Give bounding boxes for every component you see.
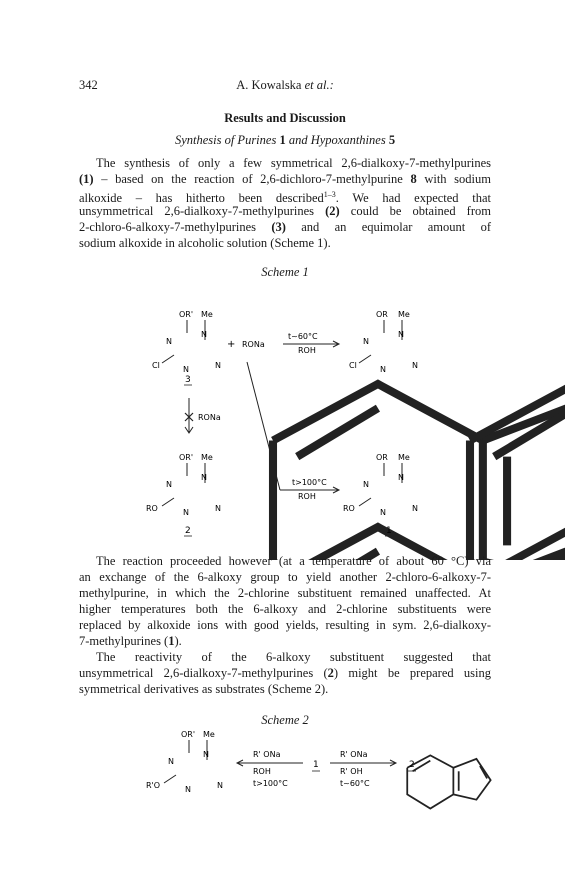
- compound-3-structure: [152, 310, 565, 560]
- atom-n: N: [215, 361, 221, 370]
- subsection-text-1: Synthesis of Purines: [174, 133, 280, 147]
- text-run: and an equimolar amount of: [285, 220, 491, 234]
- left-reagent: R' ONa: [253, 750, 281, 759]
- running-head-author: A. Kowalska: [236, 78, 302, 92]
- text-run: ) might be prepared using: [333, 666, 491, 680]
- atom-n: N: [166, 337, 172, 346]
- compound-3-label: 3: [185, 375, 191, 385]
- atom-n: N: [412, 504, 418, 513]
- substituent-me: Me: [398, 453, 410, 462]
- subsection-text-2: and Hypoxanthines: [285, 133, 389, 147]
- atom-n: N: [203, 750, 209, 759]
- paragraph-line: [79, 665, 491, 681]
- reagent-rona: RONa: [242, 340, 265, 349]
- paragraph-line: symmetrical derivatives as substrates (Scheme 2).: [79, 682, 329, 696]
- subsection-num-1: 1: [279, 133, 286, 147]
- compound-1-label: 1: [386, 526, 392, 536]
- paragraph-line: higher temperatures both the 6-alkoxy and 2-chlorine substituents were: [79, 602, 491, 616]
- atom-n: N: [380, 508, 386, 517]
- paragraph-2: [79, 553, 491, 649]
- compound-1-structure: [343, 453, 565, 560]
- scheme-2-cmpd-2: 2: [409, 760, 415, 770]
- subsection-num-2: 5: [388, 133, 396, 147]
- substituent-or-prime: OR': [181, 730, 196, 739]
- atom-n: N: [183, 365, 189, 374]
- text-run: with sodium: [416, 172, 491, 186]
- paragraph-line: an exchange of the 6-alkoxy group to yield another 2-chloro-6-alkoxy-7-: [79, 570, 491, 584]
- plus-sign: +: [227, 339, 236, 350]
- condition-low-temp: t~60°C: [288, 332, 318, 341]
- atom-n: N: [185, 785, 191, 794]
- text-run: – based on the reaction of 2,6-dichloro-7-methylpurine: [93, 172, 411, 186]
- paragraph-line: The synthesis of only a few symmetrical 2,6-dialkoxy-7-methylpurines: [96, 156, 491, 170]
- substituent-or-prime: OR': [179, 453, 194, 462]
- compound-2-label: 2: [185, 526, 191, 536]
- substituent-me: Me: [201, 453, 213, 462]
- text-run: 2-chloro-6-alkoxy-7-methylpurines: [79, 220, 272, 234]
- atom-n: N: [363, 480, 369, 489]
- text-run: unsymmetrical 2,6-dialkoxy-7-methylpurines: [79, 204, 326, 218]
- text-run: could be obtained from: [339, 204, 491, 218]
- citation-superscript: 1–3: [323, 190, 336, 199]
- atom-n: N: [183, 508, 189, 517]
- purine-ring: [407, 755, 490, 808]
- text-run: unsymmetrical 2,6-dialkoxy-7-methylpurines (: [79, 666, 328, 680]
- right-solvent: R' OH: [340, 767, 363, 776]
- paragraph-line: The reactivity of the 6-alkoxy substituent suggested that: [96, 650, 491, 664]
- substituent-or-prime: OR': [179, 310, 194, 319]
- paragraph-line: The reaction proceeded however (at a temperature of about 60 °C) via: [96, 554, 491, 568]
- left-solvent: ROH: [253, 767, 271, 776]
- running-head-suffix: et al.:: [304, 78, 334, 92]
- paragraph-line: replaced by alkoxide ions with good yields, resulting in sym. 2,6-dialkoxy-: [79, 618, 491, 632]
- scheme-2-cmpd-1: 1: [313, 760, 319, 770]
- paragraph-line: [79, 633, 491, 649]
- substituent-ro: RO: [146, 504, 158, 513]
- compound-ref: (3): [271, 220, 286, 234]
- substituent-or: OR: [376, 453, 388, 462]
- atom-n: N: [412, 361, 418, 370]
- solvent-roh: ROH: [298, 492, 316, 501]
- paragraph-line: sodium alkoxide in alcoholic solution (Scheme 1).: [79, 236, 331, 250]
- condition-high-temp: t>100°C: [292, 478, 327, 487]
- atom-n: N: [201, 330, 207, 339]
- substituent-r1o: R'O: [146, 781, 161, 790]
- atom-n: N: [217, 781, 223, 790]
- product-top-structure: [349, 310, 565, 560]
- atom-n: N: [166, 480, 172, 489]
- compound-ref: 2: [327, 666, 334, 680]
- compound-2-structure: [146, 453, 565, 560]
- scheme-1-title: Scheme 1: [261, 265, 309, 279]
- scheme-2-title: Scheme 2: [261, 713, 309, 727]
- text-run: ).: [174, 634, 182, 648]
- right-reagent: R' ONa: [340, 750, 368, 759]
- atom-n: N: [398, 473, 404, 482]
- substituent-or: OR: [376, 310, 388, 319]
- text-run: . We had expected that: [335, 191, 491, 206]
- scheme-2-diagram: [0, 725, 565, 835]
- compound-ref: (1): [79, 172, 94, 186]
- text-run: alkoxide – has hitherto been described: [79, 191, 324, 206]
- compound-ref: 1: [168, 634, 175, 648]
- atom-n: N: [380, 365, 386, 374]
- compound-ref: (2): [325, 204, 340, 218]
- page-number: 342: [79, 78, 98, 92]
- atom-n: N: [363, 337, 369, 346]
- text-run: 7-methylpurines (: [79, 634, 169, 648]
- substituent-cl: Cl: [152, 361, 160, 370]
- atom-n: N: [398, 330, 404, 339]
- substituent-cl: Cl: [349, 361, 357, 370]
- substituent-me: Me: [203, 730, 215, 739]
- section-title: Results and Discussion: [224, 111, 346, 125]
- substituent-me: Me: [398, 310, 410, 319]
- solvent-roh: ROH: [298, 346, 316, 355]
- atom-n: N: [201, 473, 207, 482]
- right-temp: t~60°C: [340, 779, 370, 788]
- atom-n: N: [168, 757, 174, 766]
- left-temp: t>100°C: [253, 779, 288, 788]
- paragraph-line: methylpurine, in which the 2-chlorine substituent remained unaffected. At: [79, 586, 491, 600]
- atom-n: N: [215, 504, 221, 513]
- paragraph-3: [79, 649, 491, 697]
- compound-ref: 8: [410, 172, 417, 186]
- blocked-reagent: RONa: [198, 413, 221, 422]
- substituent-ro: RO: [343, 504, 355, 513]
- substituent-me: Me: [201, 310, 213, 319]
